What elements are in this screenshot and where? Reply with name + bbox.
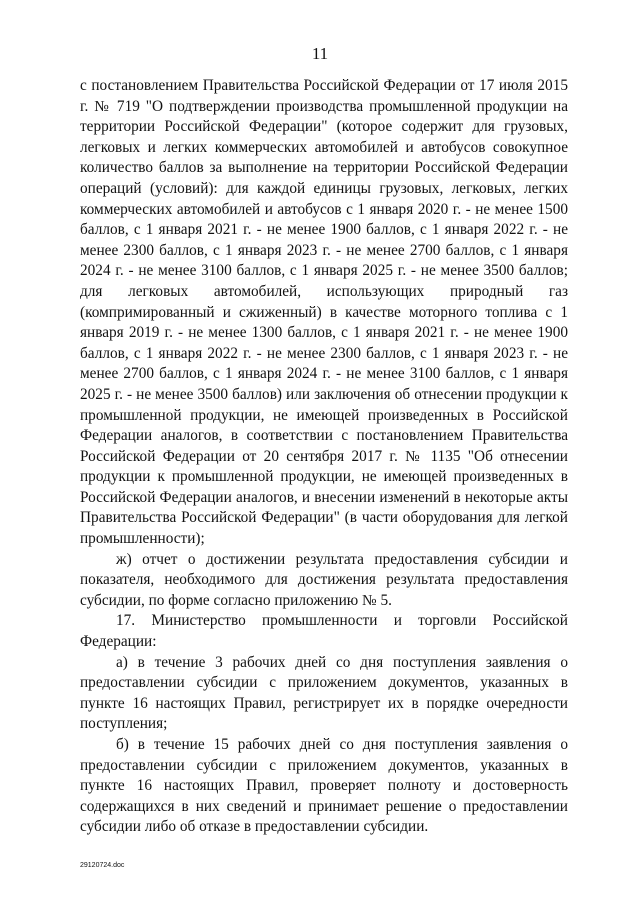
paragraph-item-b: б) в течение 15 рабочих дней со дня поступления заявления о предоставлении субсидии с приложением документов, указанных в пункте 16 настоящих Правил, проверяет полноту и достоверность содержащихся в них сведений и принимает решение о предоставлении субсидии либо об отказе в предоставлении субсидии. xyxy=(80,736,568,836)
paragraph-clause-17: 17. Министерство промышленности и торговли Российской Федерации: xyxy=(80,612,568,651)
document-body xyxy=(80,76,568,838)
page-number: 11 xyxy=(311,44,329,63)
footer-filename: 29120724.doc xyxy=(80,862,125,869)
paragraph-continuation: с постановлением Правительства Российской Федерации от 17 июля 2015 г. № 719 "О подтверждении производства промышленной продукции на территории Российской Федерации" (которое содержит для грузовых, легковых и легких коммерческих автомобилей и автобусов совокупное количество баллов за выполнение на территории Российской Федерации операций (условий): для каждой единицы грузовых, легковых, легких коммерческих автомобилей и автобусов с 1 января 2020 г. - не менее 1500 баллов, с 1 января 2021 г. - не менее 1900 баллов, с 1 января 2022 г. - не менее 2300 баллов, с 1 января 2023 г. - не менее 2700 баллов, с 1 января 2024 г. - не менее 3100 баллов, с 1 января 2025 г. - не менее 3500 баллов; для легковых автомобилей, использующих природный газ (компримированный и сжиженный) в качестве моторного топлива с 1 января 2019 г. - не менее 1300 баллов, с 1 января 2021 г. - не менее 1900 баллов, с 1 января 2022 г. - не менее 2300 баллов, с 1 января 2023 г. - не менее 2700 баллов, с 1 января 2024 г. - не менее 3100 баллов, с 1 января 2025 г. - не менее 3500 баллов) или заключения об отнесении продукции к промышленной продукции, не имеющей произведенных в Российской Федерации аналогов, в соответствии с постановлением Правительства Российской Федерации от 20 сентября 2017 г. № 1135 "Об отнесении продукции к промышленной продукции, не имеющей произведенных в Российской Федерации аналогов, и внесении изменений в некоторые акты Правительства Российской Федерации" (в части оборудования для легкой промышленности); xyxy=(80,77,568,548)
paragraph-item-zh: ж) отчет о достижении результата предоставления субсидии и показателя, необходимого для достижения результата предоставления субсидии, по форме согласно приложению № 5. xyxy=(80,550,568,609)
paragraph-item-a: а) в течение 3 рабочих дней со дня поступления заявления о предоставлении субсидии с приложением документов, указанных в пункте 16 настоящих Правил, регистрирует их в порядке очередности поступления; xyxy=(80,653,568,733)
